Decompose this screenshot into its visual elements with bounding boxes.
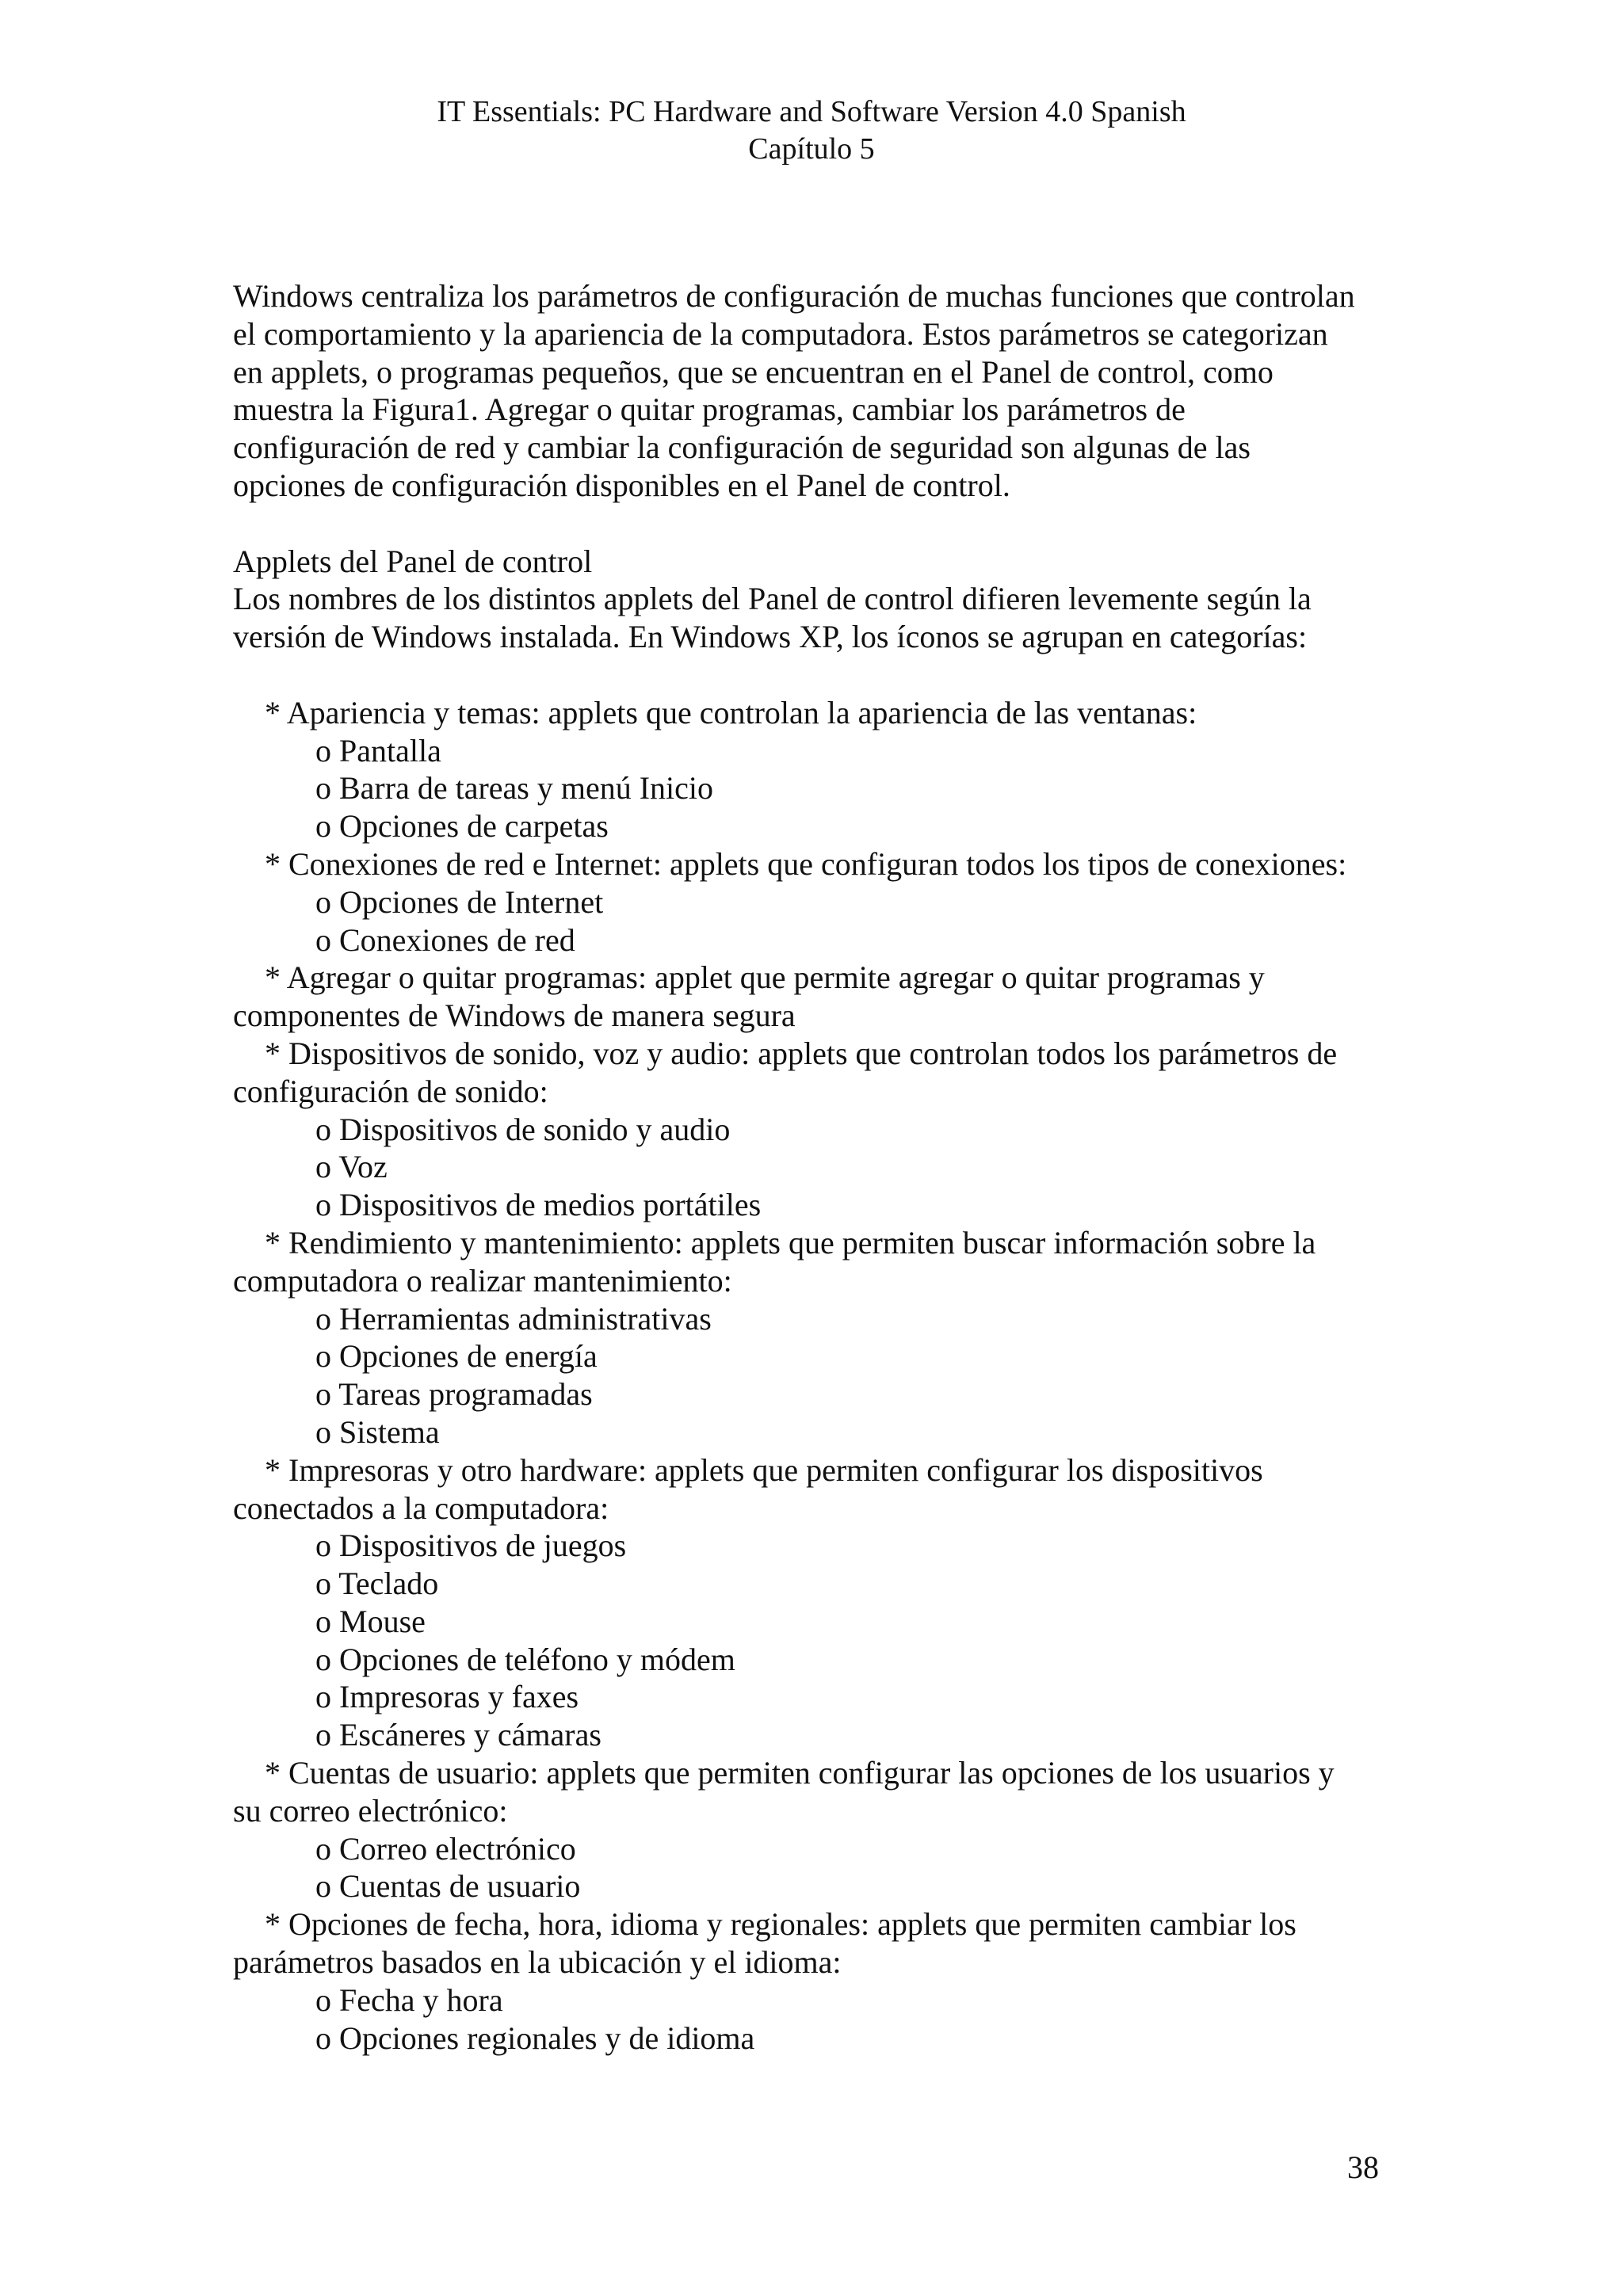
category-line-continued: configuración de sonido: (233, 1073, 548, 1109)
category-line-continued: parámetros basados en la ubicación y el idioma: (233, 1944, 842, 1981)
category-item (233, 1035, 1422, 1224)
category-item (233, 845, 1422, 959)
category-item (233, 1224, 1422, 1451)
applet-item: o Opciones de Internet (315, 883, 604, 920)
applet-item: o Sistema (315, 1413, 440, 1450)
category-line: * Impresoras y otro hardware: applets que permiten configurar los dispositivos (265, 1451, 1263, 1488)
section-heading: Applets del Panel de control (233, 543, 593, 579)
intro-line: muestra la Figura1. Agregar o quitar programas, cambiar los parámetros de (233, 391, 1186, 428)
intro-line: Windows centraliza los parámetros de configuración de muchas funciones que controlan (233, 278, 1355, 314)
section-line: Los nombres de los distintos applets del Panel de control difieren levemente según la (233, 581, 1312, 617)
header-chapter: Capítulo 5 (748, 132, 875, 166)
applet-item: o Opciones regionales y de idioma (315, 2019, 755, 2056)
category-line-continued: conectados a la computadora: (233, 1489, 609, 1526)
category-line: * Apariencia y temas: applets que controlan la apariencia de las ventanas: (265, 694, 1197, 730)
category-item (233, 959, 1422, 1035)
category-line-continued: computadora o realizar mantenimiento: (233, 1262, 732, 1299)
category-line-continued: componentes de Windows de manera segura (233, 997, 796, 1034)
intro-paragraph (233, 277, 1422, 505)
applet-item: o Escáneres y cámaras (315, 1717, 601, 1753)
intro-line: el comportamiento y la apariencia de la computadora. Estos parámetros se categorizan (233, 315, 1328, 352)
section-line: versión de Windows instalada. En Windows XP, los íconos se agrupan en categorías: (233, 619, 1308, 655)
intro-line: configuración de red y cambiar la configuración de seguridad son algunas de las (233, 429, 1251, 466)
applet-item: o Conexiones de red (315, 921, 575, 958)
document-body (233, 277, 1422, 2057)
applet-item: o Cuentas de usuario (315, 1868, 581, 1905)
page-number: 38 (1347, 2149, 1379, 2185)
applet-item: o Pantalla (315, 732, 441, 769)
applet-item: o Opciones de carpetas (315, 808, 609, 845)
applet-item: o Dispositivos de sonido y audio (315, 1111, 731, 1147)
page-header (0, 93, 1623, 168)
category-item (233, 1905, 1422, 2057)
category-line: * Agregar o quitar programas: applet que permite agregar o quitar programas y (265, 959, 1265, 996)
applet-item: o Opciones de energía (315, 1338, 598, 1375)
category-item (233, 1754, 1422, 1905)
applet-item: o Herramientas administrativas (315, 1300, 712, 1337)
applet-item: o Impresoras y faxes (315, 1679, 579, 1715)
applet-item: o Fecha y hora (315, 1981, 503, 2018)
paragraph-gap (233, 656, 1422, 694)
header-title: IT Essentials: PC Hardware and Software Version 4.0 Spanish (437, 95, 1186, 128)
applet-item: o Barra de tareas y menú Inicio (315, 770, 714, 807)
applet-item: o Dispositivos de medios portátiles (315, 1187, 762, 1223)
applet-item: o Opciones de teléfono y módem (315, 1641, 735, 1677)
applet-item: o Teclado (315, 1566, 439, 1602)
category-item (233, 1451, 1422, 1754)
category-list (233, 694, 1422, 2058)
category-line: * Rendimiento y mantenimiento: applets que permiten buscar información sobre la (265, 1224, 1316, 1261)
applet-item: o Voz (315, 1149, 388, 1185)
applet-item: o Mouse (315, 1603, 426, 1639)
category-line: * Cuentas de usuario: applets que permiten configurar las opciones de los usuarios y (265, 1755, 1335, 1791)
category-line: * Conexiones de red e Internet: applets que configuran todos los tipos de conexiones: (265, 845, 1347, 882)
category-item (233, 694, 1422, 845)
paragraph-gap (233, 505, 1422, 543)
category-line-continued: su correo electrónico: (233, 1792, 508, 1829)
category-line: * Dispositivos de sonido, voz y audio: applets que controlan todos los parámetros de (265, 1035, 1338, 1071)
applet-item: o Correo electrónico (315, 1830, 576, 1867)
intro-line: opciones de configuración disponibles en el Panel de control. (233, 467, 1010, 503)
applet-item: o Tareas programadas (315, 1376, 593, 1413)
applet-item: o Dispositivos de juegos (315, 1527, 627, 1564)
applets-section (233, 543, 1422, 656)
intro-line: en applets, o programas pequeños, que se encuentran en el Panel de control, como (233, 353, 1274, 390)
category-line: * Opciones de fecha, hora, idioma y regionales: applets que permiten cambiar los (265, 1906, 1296, 1943)
